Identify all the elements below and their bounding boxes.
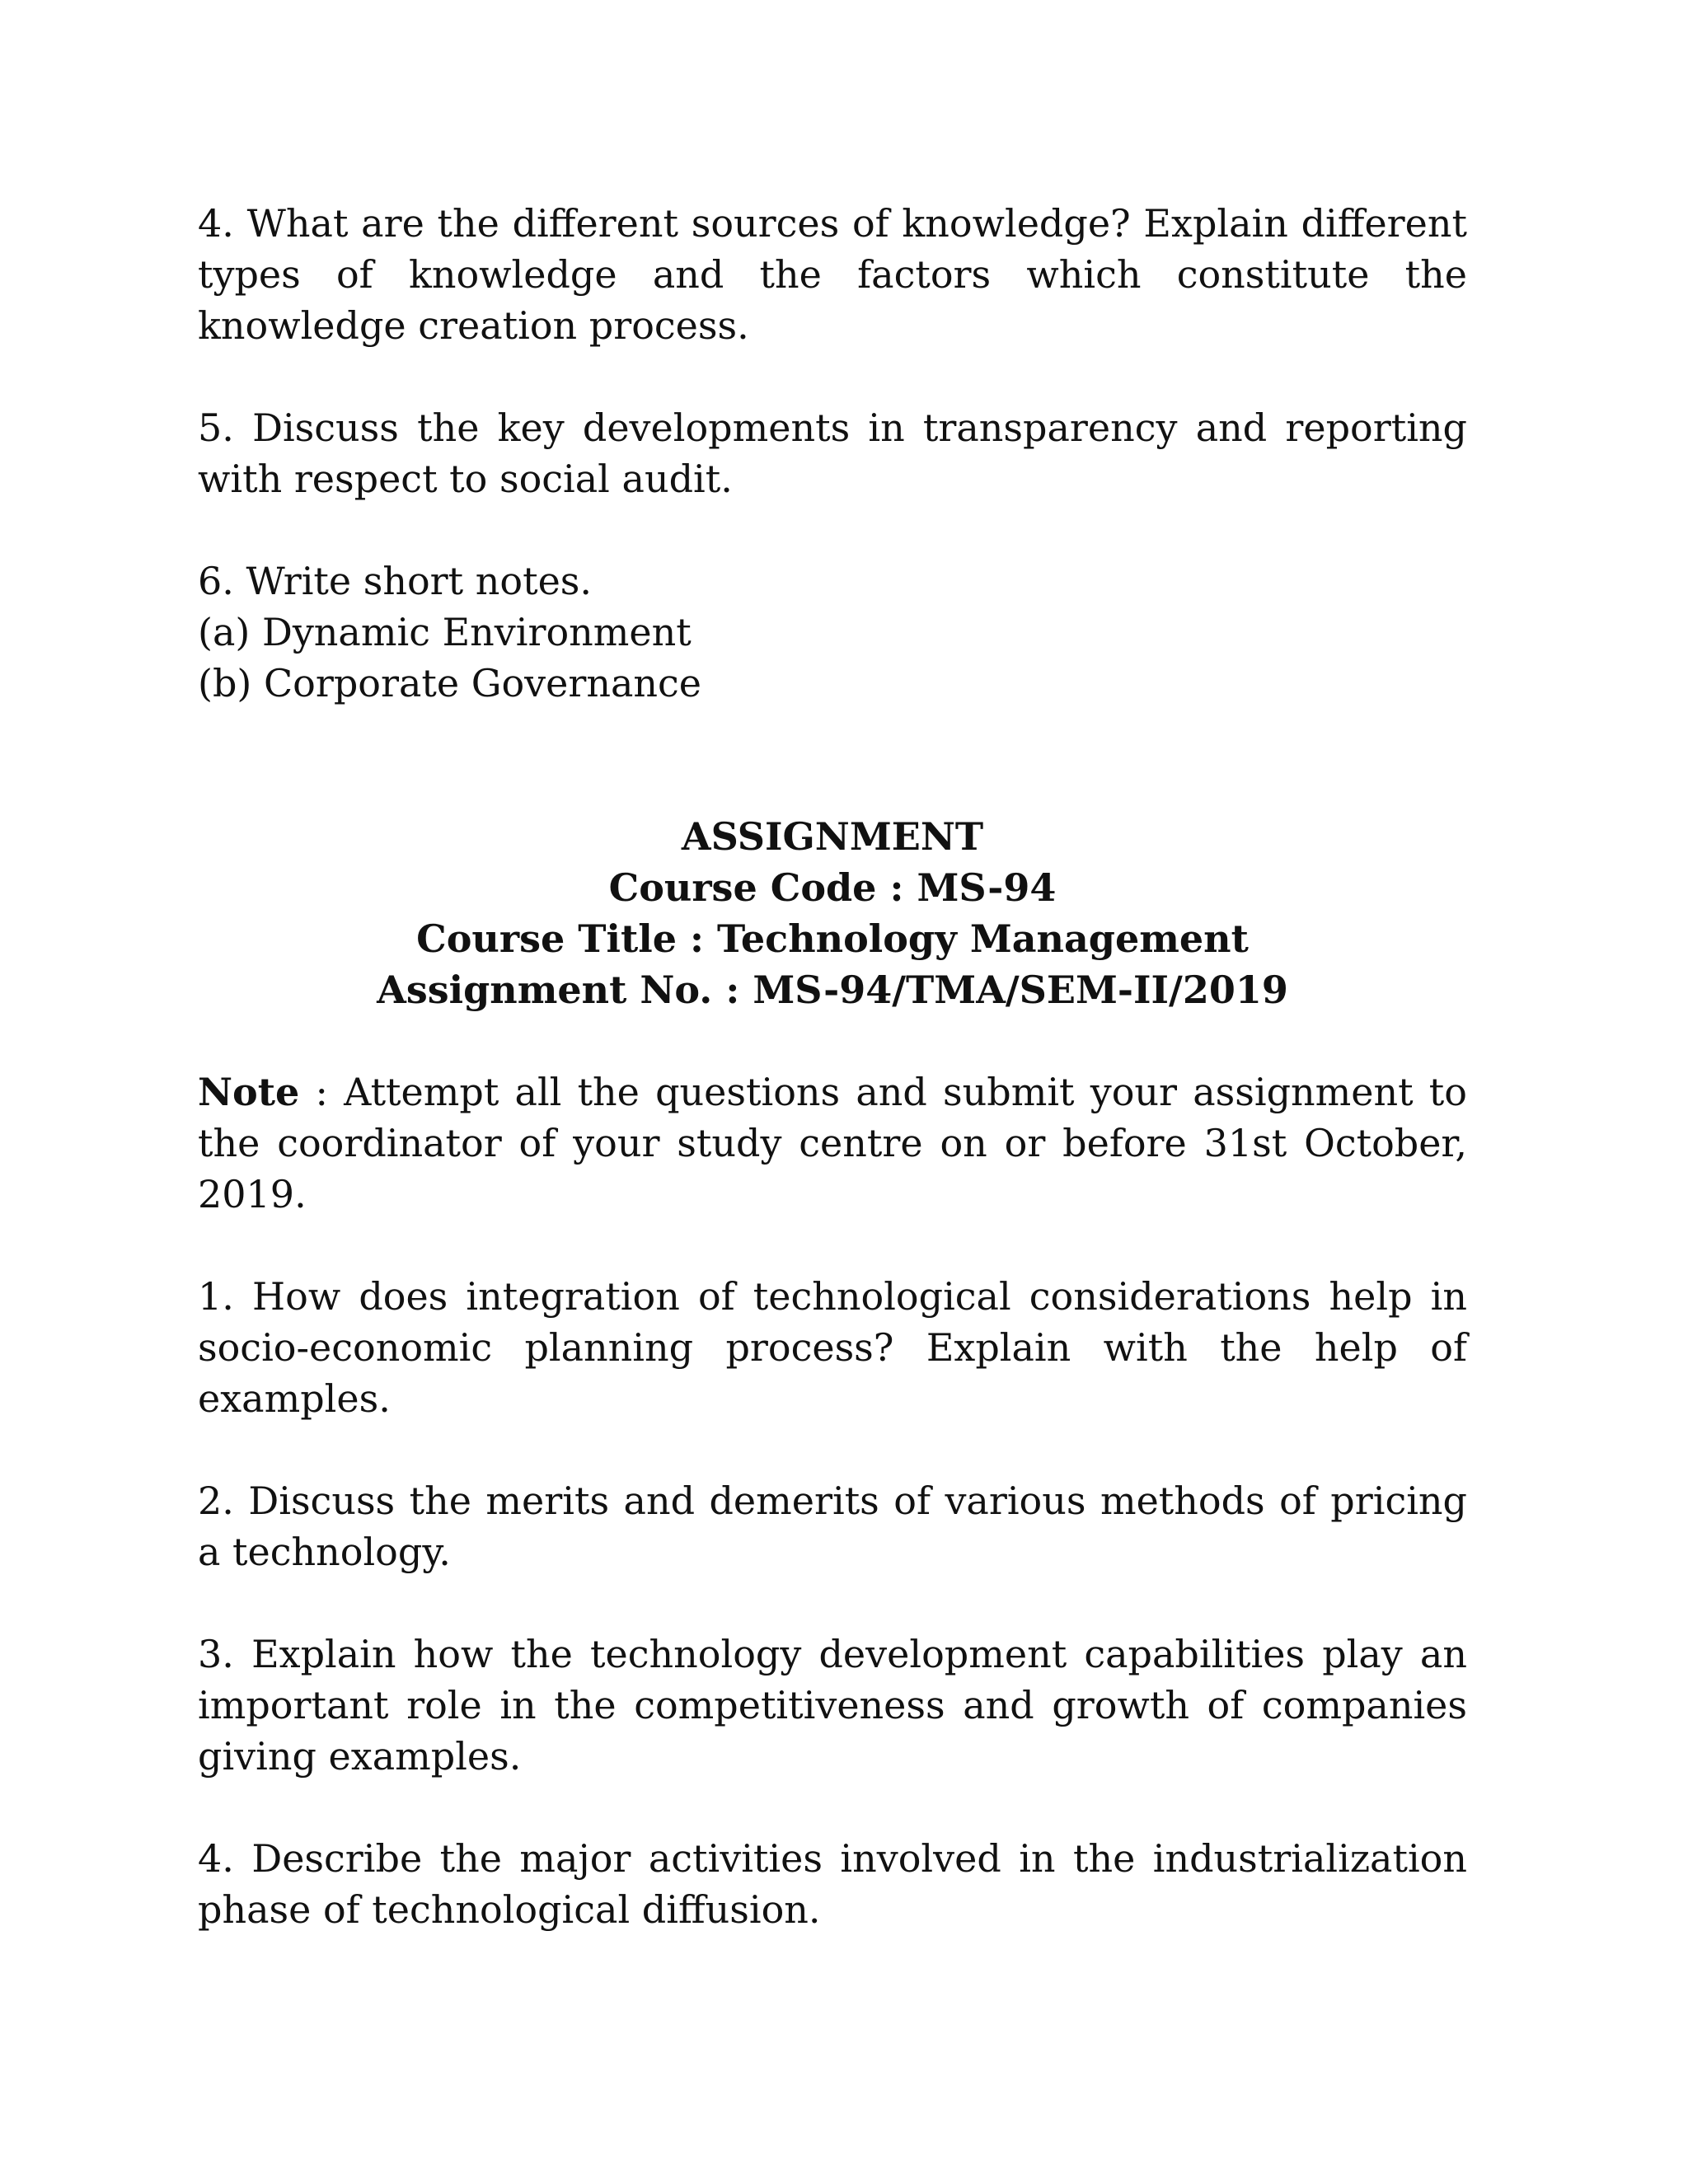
note-text: : Attempt all the questions and submit your assignment to the coordinator of your study centre on or before 31st October, 2019. (198, 1070, 1467, 1216)
note-label: Note (198, 1070, 300, 1114)
question-1: 1. How does integration of technological considerations help in socio-economic planning process? Explain with the help of examples. (198, 1274, 1467, 1421)
question-5-prev: 5. Discuss the key developments in transparency and reporting with respect to social audit. (198, 405, 1467, 501)
question-4: 4. Describe the major activities involved in the industrialization phase of technological diffusion. (198, 1836, 1467, 1932)
question-6-prev (198, 555, 1467, 709)
question-6-title: 6. Write short notes. (198, 559, 593, 603)
assignment-header (198, 811, 1467, 1015)
assignment-note (198, 1066, 1467, 1220)
short-note-a: (a) Dynamic Environment (198, 610, 692, 654)
question-3: 3. Explain how the technology development capabilities play an important role in the competitiveness and growth of companies giving examples. (198, 1632, 1467, 1779)
assignment-number: Assignment No. : MS-94/TMA/SEM-II/2019 (377, 968, 1288, 1012)
document-page (198, 198, 1467, 1935)
question-2: 2. Discuss the merits and demerits of various methods of pricing a technology. (198, 1479, 1467, 1574)
question-4-prev: 4. What are the different sources of knowledge? Explain different types of knowledge and the factors which constitute the knowledge creation process. (198, 201, 1467, 348)
assignment-heading: ASSIGNMENT (681, 814, 984, 859)
course-code: Course Code : MS-94 (608, 865, 1057, 910)
short-note-b: (b) Corporate Governance (198, 661, 702, 705)
course-title: Course Title : Technology Management (416, 916, 1249, 961)
